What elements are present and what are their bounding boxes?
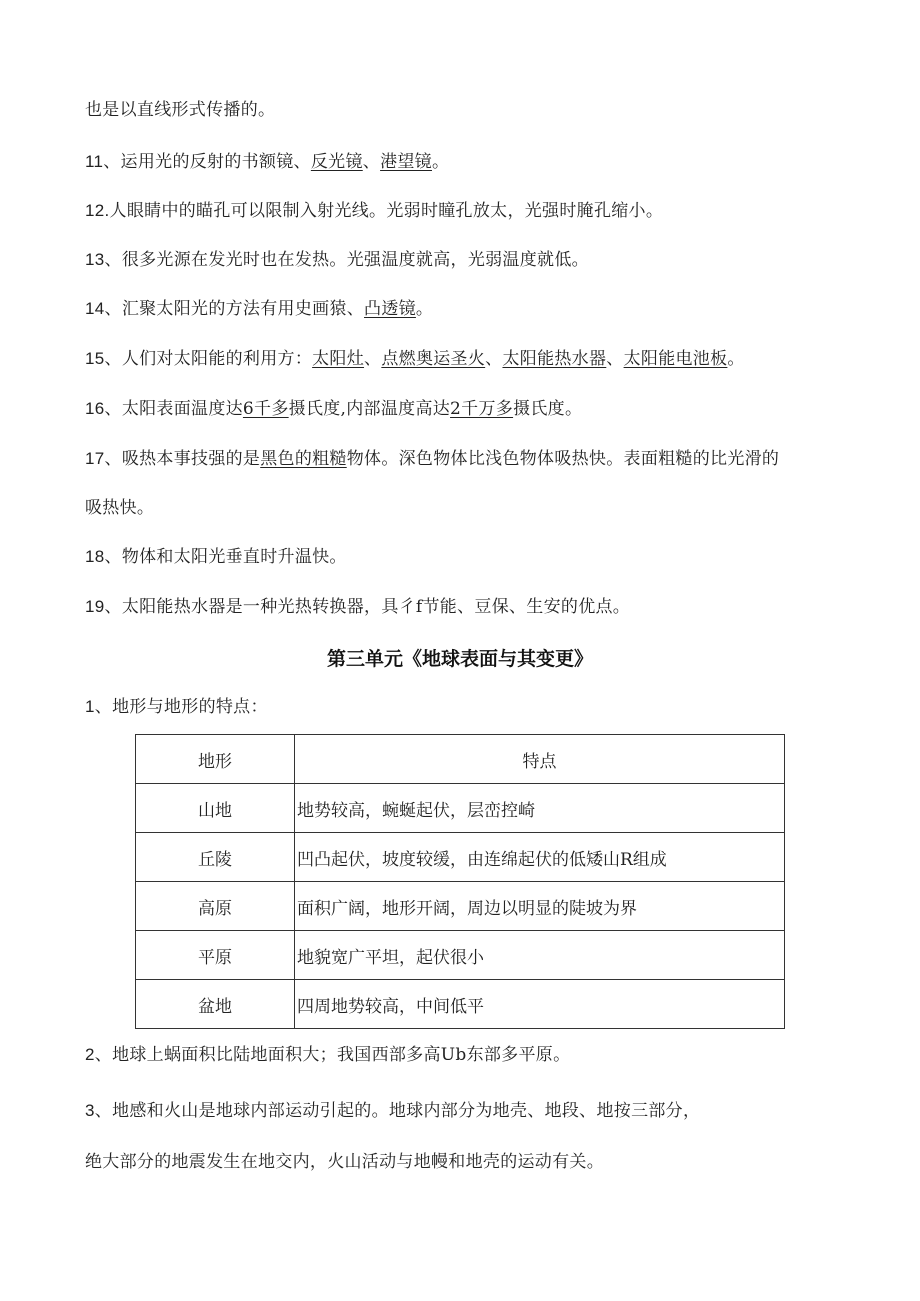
column-header-features: 特点 <box>295 735 785 784</box>
underlined-term: 太阳能电池板 <box>623 349 728 369</box>
terrain-cell: 平原 <box>136 931 295 980</box>
terrain-cell: 高原 <box>136 882 295 931</box>
feature-cell: 地貌宽广平坦，起伏很小 <box>295 931 785 980</box>
item-15: 15、人们对太阳能的利用方：太阳灶、点燃奥运圣火、太阳能热水器、太阳能电池板。 <box>85 349 745 369</box>
text-line: 也是以直线形式传播的。 <box>85 100 276 120</box>
question-3-continued: 绝大部分的地震发生在地交内，火山活动与地幔和地壳的运动有关。 <box>85 1152 604 1172</box>
item-17-continued: 吸热快。 <box>85 498 155 518</box>
underlined-term: 港望镜 <box>380 152 432 172</box>
item-12: 12.人眼睛中的瞄孔可以限制入射光线。光弱时瞳孔放太，光强时腌孔缩小。 <box>85 201 664 221</box>
table-header-row <box>136 735 785 784</box>
terrain-cell: 盆地 <box>136 980 295 1029</box>
question-3: 3、地感和火山是地球内部运动引起的。地球内部分为地壳、地段、地按三部分， <box>85 1101 701 1121</box>
question-1: 1、地形与地形的特点： <box>85 697 268 717</box>
underlined-term: 反光镜 <box>310 152 363 172</box>
table-row <box>136 931 785 980</box>
feature-cell: 地势较高，蜿蜒起伏，层峦控崎 <box>295 784 785 833</box>
question-2: 2、地球上蜗面积比陆地面积大；我国西部多高Ub东部多平原。 <box>85 1045 571 1065</box>
underlined-term: 2千万多 <box>450 399 514 419</box>
column-header-terrain: 地形 <box>136 735 295 784</box>
item-19: 19、太阳能热水器是一种光热转换器，具彳f节能、豆保、生安的优点。 <box>85 597 631 617</box>
table-row <box>136 784 785 833</box>
feature-cell: 凹凸起伏，坡度较缓，由连绵起伏的低矮山R组成 <box>295 833 785 882</box>
section-heading: 第三单元《地球表面与其变更》 <box>326 648 593 670</box>
feature-cell: 面积广阔，地形开阔，周边以明显的陡坡为界 <box>295 882 785 931</box>
underlined-term: 太阳能热水器 <box>502 349 607 369</box>
item-16: 16、太阳表面温度达6千多摄氏度,内部温度高达2千万多摄氏度。 <box>85 399 583 419</box>
terrain-cell: 丘陵 <box>136 833 295 882</box>
item-13: 13、很多光源在发光时也在发热。光强温度就高，光弱温度就低。 <box>85 250 589 270</box>
underlined-term: 点燃奥运圣火 <box>381 349 486 369</box>
item-17: 17、吸热本事技强的是黑色的粗糙物体。深色物体比浅色物体吸热快。表面粗糙的比光滑的 <box>85 449 780 469</box>
table-row <box>136 882 785 931</box>
feature-cell: 四周地势较高，中间低平 <box>295 980 785 1029</box>
table-row <box>136 980 785 1029</box>
terrain-cell: 山地 <box>136 784 295 833</box>
item-18: 18、物体和太阳光垂直时升温快。 <box>85 547 347 567</box>
table-row <box>136 833 785 882</box>
item-11: 11、运用光的反射的书额镜、反光镜、港望镜。 <box>85 152 450 172</box>
terrain-table <box>135 734 785 1029</box>
underlined-term: 凸透镜 <box>364 299 416 319</box>
item-14: 14、汇聚太阳光的方法有用史画猿、凸透镜。 <box>85 299 434 319</box>
underlined-term: 6千多 <box>242 399 289 419</box>
underlined-term: 太阳灶 <box>312 349 365 369</box>
underlined-term: 黑色的粗糙 <box>260 449 347 469</box>
